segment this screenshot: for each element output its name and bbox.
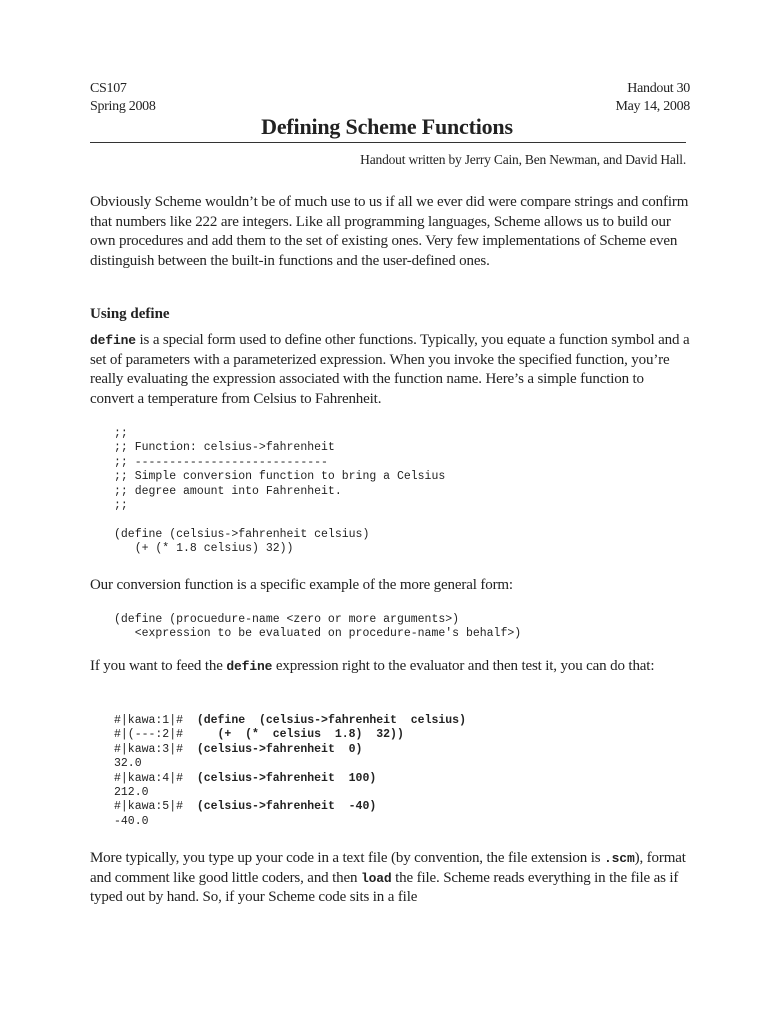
- interpreter-session: [114, 714, 466, 829]
- define-keyword: define: [90, 333, 136, 348]
- session-line: [114, 786, 466, 800]
- load-text-3: the file. Scheme reads everything in the file as if typed out by hand. So, if your Scheme code sits in a file: [90, 869, 679, 905]
- session-input: (celsius->fahrenheit 100): [196, 771, 377, 785]
- term-label: Spring 2008: [90, 99, 156, 114]
- code-line: (define (celsius->fahrenheit celsius): [114, 527, 370, 541]
- code-block-general-form: [114, 613, 521, 642]
- session-line: [114, 772, 466, 786]
- intro-paragraph: Obviously Scheme wouldn’t be of much use to us if all we ever did were compare strings and confirm that numbers like 222 are integers. Like all programming languages, Scheme allows us to build our own procedures and add them to the set of existing ones. Very few implementations of Scheme even distinguish between the built-in functions and the user-defined ones.: [90, 194, 689, 269]
- code-line: ;; ----------------------------: [114, 455, 328, 469]
- session-line: [114, 728, 466, 742]
- section-heading: Using define: [90, 306, 170, 322]
- code-line: (+ (* 1.8 celsius) 32)): [114, 542, 294, 556]
- session-input: (celsius->fahrenheit 0): [196, 742, 363, 756]
- code-line: ;; degree amount into Fahrenheit.: [114, 484, 342, 498]
- code-line: ;;: [114, 427, 128, 440]
- load-keyword: load: [360, 870, 392, 886]
- session-input: (define (celsius->fahrenheit celsius): [196, 714, 466, 727]
- session-input: (+ (* celsius 1.8) 32)): [196, 728, 404, 742]
- session-line: [114, 743, 466, 757]
- handout-date: May 14, 2008: [615, 99, 690, 114]
- define-paragraph-text: is a special form used to define other functions. Typically, you equate a function symbol and a set of parameters with a parameterized expression. When you invoke the specified function, you’re really evaluating the expression associated with the function name. Here’s a simple function to convert a temperature from Celsius to Fahrenheit.: [90, 332, 690, 407]
- session-line: [114, 815, 466, 829]
- session-line: [114, 757, 466, 771]
- scm-extension: .scm: [604, 851, 635, 866]
- session-prompt: #|kawa:4|#: [114, 771, 197, 785]
- evaluator-text-end: expression right to the evaluator and then test it, you can do that:: [272, 658, 655, 674]
- session-output: -40.0: [114, 814, 149, 828]
- author-credits: Handout written by Jerry Cain, Ben Newman, and David Hall.: [360, 152, 686, 167]
- general-form-paragraph: Our conversion function is a specific example of the more general form:: [90, 577, 513, 593]
- load-text-2: ), format and comment like good little coders, and then: [90, 850, 686, 886]
- session-prompt: #|kawa:1|#: [114, 714, 197, 727]
- define-paragraph: [90, 331, 690, 409]
- code-line: [114, 513, 445, 527]
- course-label: CS107: [90, 81, 127, 96]
- session-input: (celsius->fahrenheit -40): [196, 800, 377, 814]
- code-line: ;; Simple conversion function to bring a Celsius: [114, 470, 446, 484]
- session-output: 212.0: [114, 786, 149, 800]
- evaluator-text-start: If you want to feed the: [90, 658, 227, 674]
- code-block-celsius: [114, 427, 445, 557]
- code-line: ;; Function: celsius->fahrenheit: [114, 441, 335, 455]
- page-title: Defining Scheme Functions: [261, 114, 513, 139]
- code-line: <expression to be evaluated on procedure-name's behalf>): [114, 627, 522, 641]
- session-output: 32.0: [114, 757, 142, 771]
- load-paragraph: [90, 849, 690, 908]
- session-prompt: #|kawa:3|#: [114, 742, 197, 756]
- session-prompt: #|kawa:5|#: [114, 800, 197, 814]
- load-text-1: More typically, you type up your code in a text file (by convention, the file extension is: [90, 850, 604, 866]
- evaluator-paragraph: [90, 657, 690, 677]
- session-line: [114, 714, 466, 728]
- code-line: (define (procuedure-name <zero or more arguments>): [114, 613, 460, 626]
- code-line: ;;: [114, 499, 128, 513]
- title-rule: [90, 142, 686, 143]
- define-keyword: define: [226, 659, 273, 674]
- session-prompt: #|(---:2|#: [114, 728, 197, 742]
- handout-number: Handout 30: [627, 81, 690, 96]
- session-line: [114, 800, 466, 814]
